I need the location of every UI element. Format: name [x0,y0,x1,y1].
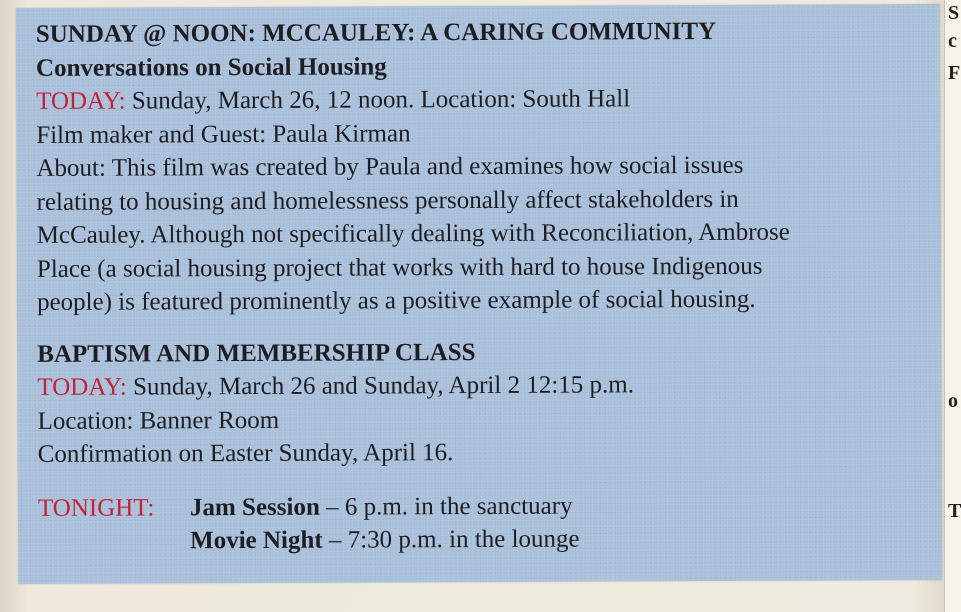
baptism-class-title: BAPTISM AND MEMBERSHIP CLASS [37,338,476,368]
tonight-event [190,523,580,558]
event-name: Movie Night [190,526,323,555]
margin-letter: S [948,2,960,24]
margin-letter: o [948,390,958,412]
event-detail: – 6 p.m. in the sanctuary [319,492,573,521]
announcement-box [16,4,943,584]
tonight-section [38,488,928,559]
about-line: people) is featured prominently as a positive example of social housing. [36,285,756,316]
noon-event-section [36,14,927,319]
about-line: Place (a social housing project that works with hard to house Indigenous [36,252,763,283]
noon-event-when [36,81,926,118]
margin-letter: T [948,500,961,522]
margin-letter: F [948,62,961,84]
noon-event-subtitle: Conversations on Social Housing [35,52,387,82]
noon-event-guest: Film maker and Guest: Paula Kirman [36,119,411,149]
today-label: TODAY: [36,87,126,115]
tonight-label: TONIGHT: [37,493,155,522]
tonight-event [190,489,580,524]
baptism-class-section [37,334,928,472]
noon-event-title: SUNDAY @ NOON: MCCAULEY: A CARING COMMUNITY [35,17,717,48]
baptism-class-when [37,367,927,404]
noon-event-date-location: Sunday, March 26, 12 noon. Location: South Hall [131,85,631,115]
event-name: Jam Session [189,493,320,521]
baptism-class-confirmation: Confirmation on Easter Sunday, April 16. [37,439,454,468]
today-label: TODAY: [37,373,127,401]
about-line: About: This film was created by Paula and examines how social issues [36,151,744,182]
baptism-class-location: Location: Banner Room [37,406,280,435]
announcement-content [36,14,928,558]
margin-letter: c [948,30,957,52]
about-line: McCauley. Although not specifically dealing with Reconciliation, Ambrose [36,218,790,249]
about-line: relating to housing and homelessness personally affect stakeholders in [36,185,739,216]
baptism-class-dates: Sunday, March 26 and Sunday, April 2 12:15 p.m. [132,371,635,401]
adjacent-page-strip [944,0,961,612]
event-detail: – 7:30 p.m. in the lounge [322,525,580,554]
tonight-events [190,489,580,558]
